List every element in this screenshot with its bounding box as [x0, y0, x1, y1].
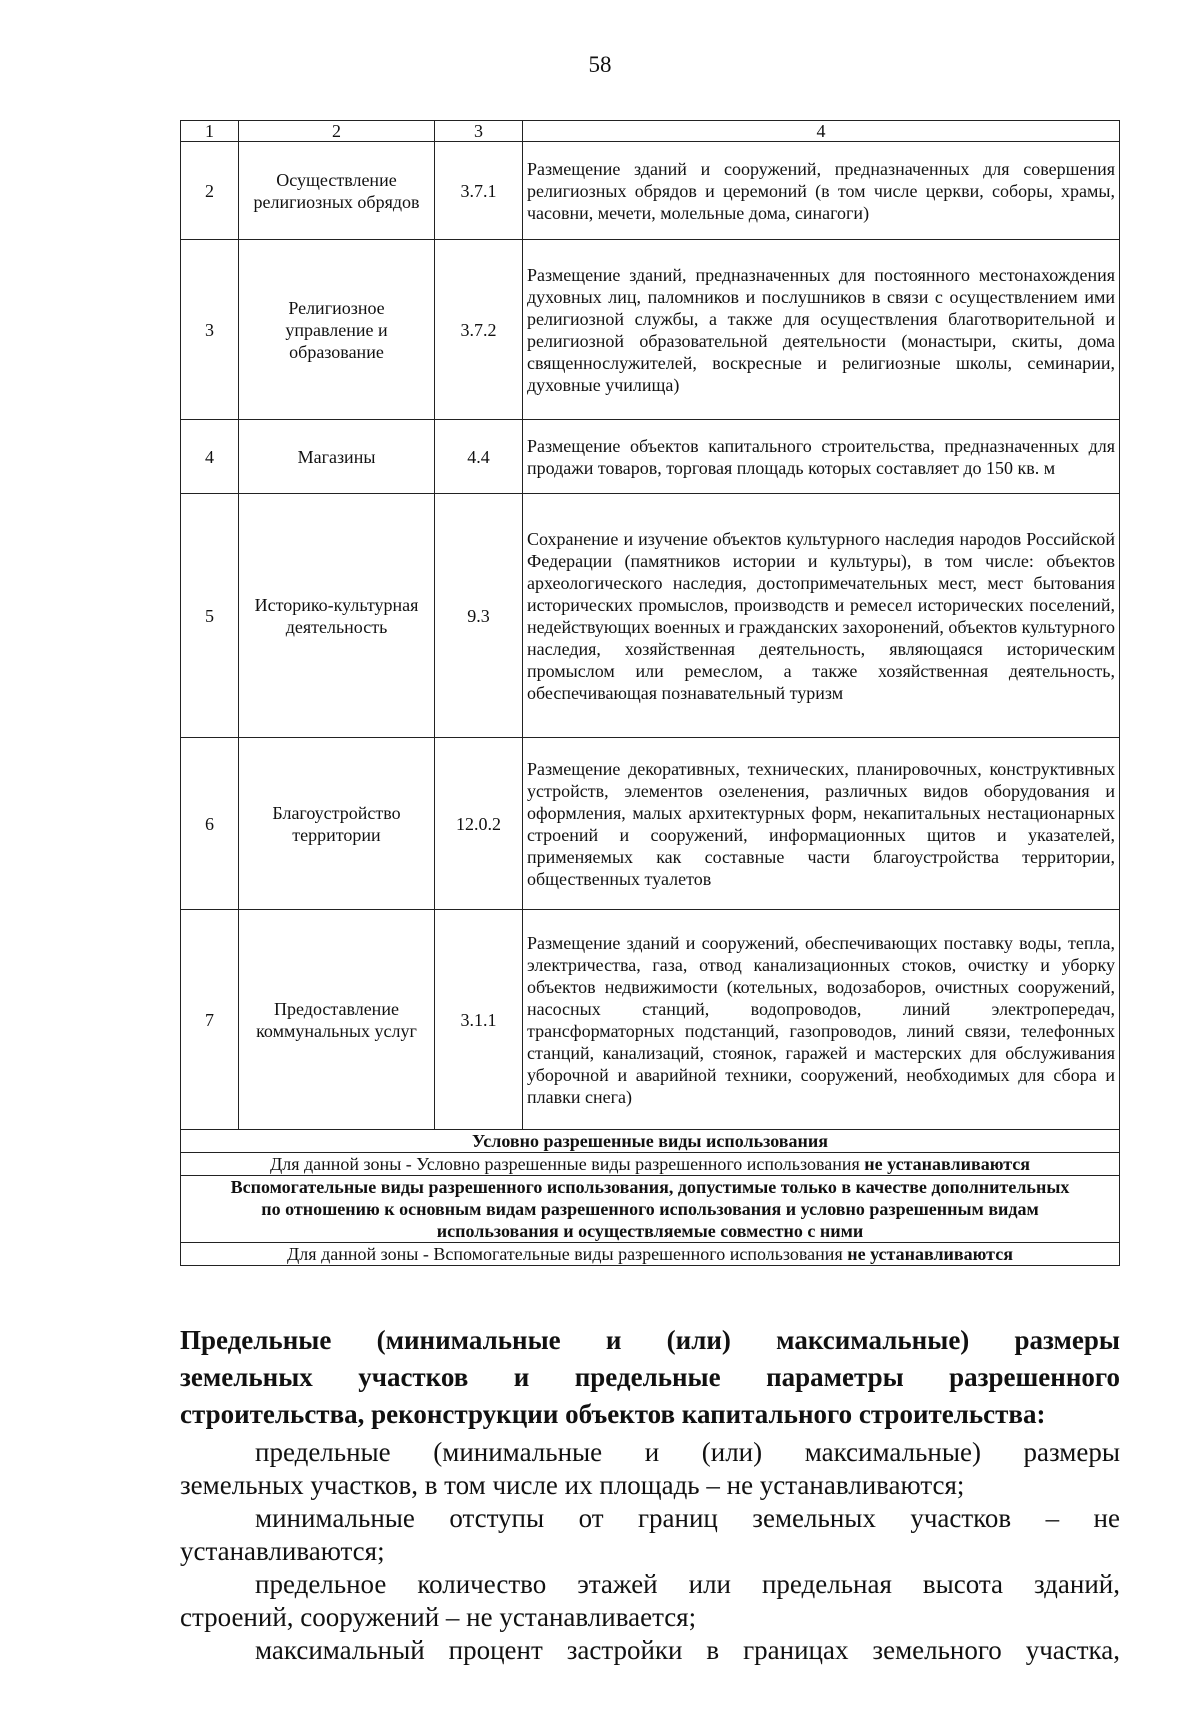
table-row — [181, 240, 1120, 420]
header-cell: 2 — [239, 121, 435, 142]
header-cell: 1 — [181, 121, 239, 142]
use-type-code: 12.0.2 — [435, 738, 523, 910]
auxiliary-uses-title: Вспомогательные виды разрешенного использования, допустимые только в качестве дополнительных по отношению к основным видам разрешенного использования и условно разрешенным видам использования и осуществляемые совместно с ними — [181, 1176, 1120, 1243]
use-type-description: Размещение зданий и сооружений, предназначенных для совершения религиозных обрядов и церемоний (в том числе церкви, соборы, храмы, часовни, мечети, молельные дома, синагоги) — [523, 142, 1120, 240]
paragraph-setbacks — [180, 1502, 1120, 1568]
auxiliary-note-text: Для данной зоны - Вспомогательные виды разрешенного использования — [287, 1244, 843, 1264]
auxiliary-uses-title-row — [181, 1176, 1120, 1243]
use-type-description: Размещение зданий и сооружений, обеспечивающих поставку воды, тепла, электричества, газа, отвод канализационных стоков, очистку и уборку объектов недвижимости (котельных, водозаборов, очистных сооружений, насосных станций, водопроводов, линий электропередач, трансформаторных подстанций, газопроводов, линий связи, телефонных станций, канализаций, стоянок, гаражей и мастерских для обслуживания уборочной и аварийной техники, сооружений, необходимых для сбора и плавки снега) — [523, 910, 1120, 1130]
paragraph-line: минимальные отступы от границ земельных участков – не — [255, 1503, 1120, 1533]
paragraph-coverage — [180, 1634, 1120, 1667]
land-use-table — [180, 120, 1120, 1266]
use-type-name: Магазины — [239, 420, 435, 494]
table-row — [181, 494, 1120, 738]
use-type-code: 3.1.1 — [435, 910, 523, 1130]
header-cell: 4 — [523, 121, 1120, 142]
conditional-note-text: Для данной зоны - Условно разрешенные виды разрешенного использования — [269, 1154, 860, 1174]
table-header-row — [181, 121, 1120, 142]
row-number: 3 — [181, 240, 239, 420]
paragraph-line: предельные (минимальные и (или) максимальные) размеры — [255, 1437, 1120, 1467]
row-number: 4 — [181, 420, 239, 494]
conditional-uses-note-row — [181, 1153, 1120, 1176]
paragraph-plot-sizes — [180, 1436, 1120, 1502]
use-type-code: 9.3 — [435, 494, 523, 738]
paragraph-line: устанавливаются; — [180, 1536, 385, 1566]
conditional-uses-note — [181, 1153, 1120, 1176]
use-type-description: Сохранение и изучение объектов культурного наследия народов Российской Федерации (памятников истории и культуры), в том числе: объектов археологического наследия, достопримечательных мест, мест бытования исторических промыслов, производств и ремесел исторических поселений, недействующих военных и гражданских захоронений, объектов культурного наследия, хозяйственная деятельность, являющаяся историческим промыслом или ремеслом, а также хозяйственная деятельность, обеспечивающая познавательный туризм — [523, 494, 1120, 738]
row-number: 2 — [181, 142, 239, 240]
conditional-uses-title: Условно разрешенные виды использования — [181, 1130, 1120, 1153]
use-type-code: 3.7.2 — [435, 240, 523, 420]
table-row — [181, 910, 1120, 1130]
auxiliary-uses-note-row — [181, 1243, 1120, 1266]
use-type-name: Осуществление религиозных обрядов — [239, 142, 435, 240]
conditional-uses-title-row — [181, 1130, 1120, 1153]
paragraph-line: земельных участков, в том числе их площадь – не устанавливаются; — [180, 1470, 965, 1500]
use-type-name: Предоставление коммунальных услуг — [239, 910, 435, 1130]
use-type-description: Размещение объектов капитального строительства, предназначенных для продажи товаров, торговая площадь которых составляет до 150 кв. м — [523, 420, 1120, 494]
auxiliary-note-bold: не устанавливаются — [847, 1244, 1013, 1264]
section-heading — [180, 1322, 1120, 1433]
use-type-code: 4.4 — [435, 420, 523, 494]
paragraph-line: максимальный процент застройки в границах земельного участка, — [255, 1635, 1120, 1665]
auxiliary-uses-note — [181, 1243, 1120, 1266]
use-type-description: Размещение декоративных, технических, планировочных, конструктивных устройств, элементов озеленения, различных видов оборудования и оформления, малых архитектурных форм, некапитальных нестационарных строений и сооружений, информационных щитов и указателей, применяемых как составные части благоустройства территории, общественных туалетов — [523, 738, 1120, 910]
row-number: 5 — [181, 494, 239, 738]
paragraph-line: строений, сооружений – не устанавливается; — [180, 1602, 697, 1632]
heading-line: строительства, реконструкции объектов капитального строительства: — [180, 1399, 1046, 1429]
heading-line: Предельные (минимальные и (или) максимальные) размеры — [180, 1325, 1120, 1355]
table-row — [181, 738, 1120, 910]
use-type-code: 3.7.1 — [435, 142, 523, 240]
use-type-name: Историко-культурная деятельность — [239, 494, 435, 738]
table-row — [181, 142, 1120, 240]
paragraph-floors — [180, 1568, 1120, 1634]
row-number: 7 — [181, 910, 239, 1130]
conditional-note-bold: не устанавливаются — [864, 1154, 1031, 1174]
heading-line: земельных участков и предельные параметры разрешенного — [180, 1362, 1120, 1392]
use-type-name: Благоустройство территории — [239, 738, 435, 910]
use-type-name: Религиозное управление и образование — [239, 240, 435, 420]
header-cell: 3 — [435, 121, 523, 142]
paragraph-line: предельное количество этажей или предельная высота зданий, — [255, 1569, 1120, 1599]
table-row — [181, 420, 1120, 494]
row-number: 6 — [181, 738, 239, 910]
use-type-description: Размещение зданий, предназначенных для постоянного местонахождения духовных лиц, паломников и послушников в связи с осуществлением ими религиозной службы, а также для осуществления благотворительной и религиозной образовательной деятельности (монастыри, скиты, дома священнослужителей, воскресные и религиозные школы, семинарии, духовные училища) — [523, 240, 1120, 420]
page-number: 58 — [588, 52, 612, 77]
